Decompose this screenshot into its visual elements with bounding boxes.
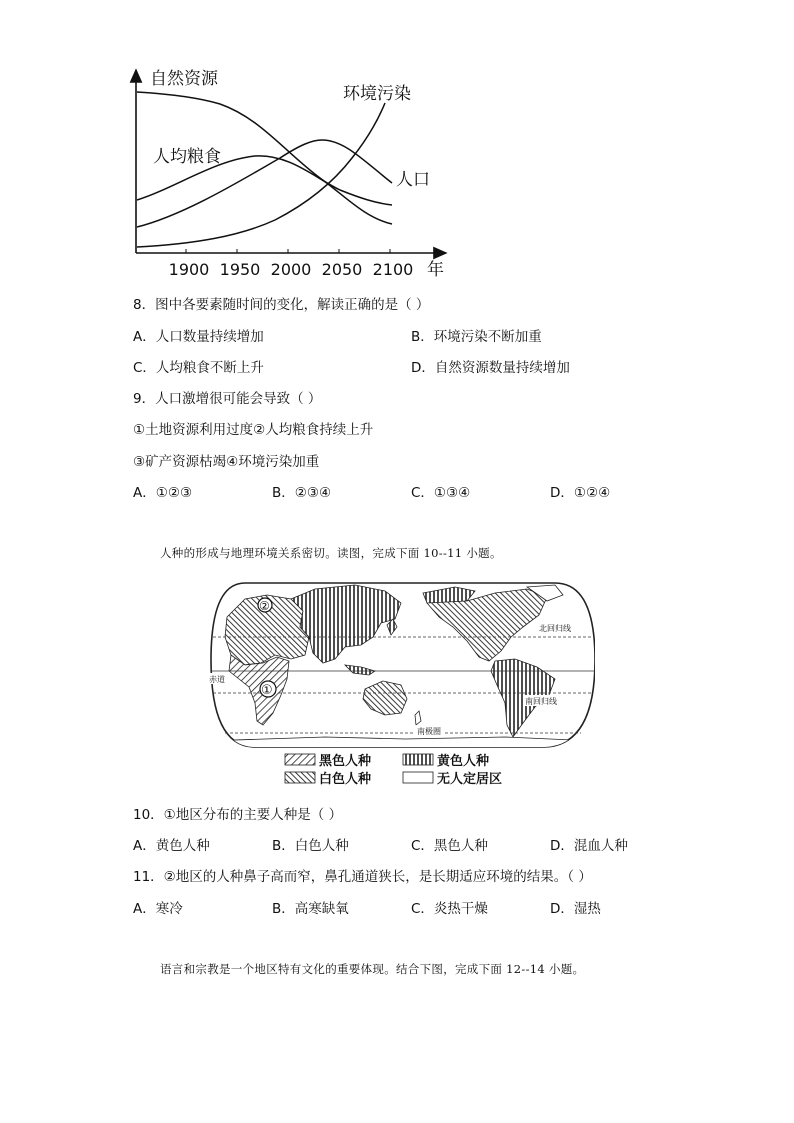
antarctica (205, 737, 595, 790)
series-label-population: 人口 (396, 170, 430, 190)
q11-option-a[interactable]: A．寒冷 (133, 901, 183, 917)
q9-statement-line-2: ③矿产资源枯竭④环境污染加重 (133, 454, 320, 470)
pollution-curve (137, 103, 385, 247)
x-tick-label: 1950 (219, 260, 261, 279)
legend-swatch-white (285, 772, 315, 783)
q9-stem: 9．人口激增很可能会导致（ ） (133, 391, 322, 407)
map-legend (285, 753, 502, 787)
legend-swatch-yellow (403, 754, 433, 765)
q9-statement-line-1: ①土地资源利用过度②人均粮食持续上升 (133, 422, 374, 438)
south-tropic-label: 南回归线 (525, 697, 557, 706)
x-tick-label: 2050 (321, 260, 363, 279)
antarctic-circle-label: 南极圈 (417, 727, 441, 736)
q8-option-a[interactable]: A．人口数量持续增加 (133, 329, 264, 345)
series-label-food: 人均粮食 (153, 147, 221, 167)
legend-label-black: 黑色人种 (319, 754, 372, 769)
q8-option-b[interactable]: B．环境污染不断加重 (411, 329, 542, 345)
north-tropic-label: 北回归线 (539, 624, 571, 633)
x-tick-label: 2000 (270, 260, 312, 279)
region-1-label: ① (261, 683, 273, 698)
population-resources-chart (0, 0, 794, 285)
equator-label: 赤道 (209, 675, 225, 684)
y-axis-label: 自然资源 (150, 69, 218, 89)
q11-option-b[interactable]: B．高寒缺氧 (272, 901, 349, 917)
q9-option-c[interactable]: C．①③④ (411, 485, 471, 501)
legend-swatch-black (285, 754, 315, 765)
world-race-distribution-map (205, 575, 595, 790)
q10-stem: 10．①地区分布的主要人种是（ ） (133, 807, 343, 823)
intro-questions-12-14: 语言和宗教是一个地区特有文化的重要体现。结合下图，完成下面 12--14 小题。 (160, 962, 585, 976)
q9-option-b[interactable]: B．②③④ (272, 485, 332, 501)
x-tick-label: 2100 (372, 260, 414, 279)
q8-stem: 8．图中各要素随时间的变化，解读正确的是（ ） (133, 297, 430, 313)
q11-option-c[interactable]: C．炎热干燥 (411, 901, 488, 917)
region-2-label: ② (259, 599, 270, 613)
q10-option-a[interactable]: A．黄色人种 (133, 838, 210, 854)
q11-option-d[interactable]: D．湿热 (550, 901, 601, 917)
x-axis-unit: 年 (427, 260, 444, 280)
x-tick-label: 1900 (168, 260, 210, 279)
legend-label-none: 无人定居区 (437, 772, 503, 787)
q8-option-d[interactable]: D．自然资源数量持续增加 (411, 360, 570, 376)
series-label-pollution: 环境污染 (343, 84, 411, 104)
intro-questions-10-11: 人种的形成与地理环境关系密切。读图，完成下面 10--11 小题。 (160, 546, 502, 560)
legend-swatch-none (403, 772, 433, 783)
legend-label-white: 白色人种 (319, 772, 372, 787)
q9-option-a[interactable]: A．①②③ (133, 485, 193, 501)
q11-stem: 11．②地区的人种鼻子高而窄，鼻孔通道狭长，是长期适应环境的结果。（ ） (133, 869, 592, 885)
q9-option-d[interactable]: D．①②④ (550, 485, 611, 501)
q10-option-d[interactable]: D．混血人种 (550, 838, 628, 854)
q10-option-c[interactable]: C．黑色人种 (411, 838, 488, 854)
legend-label-yellow: 黄色人种 (437, 754, 490, 769)
q8-option-c[interactable]: C．人均粮食不断上升 (133, 360, 264, 376)
q10-option-b[interactable]: B．白色人种 (272, 838, 349, 854)
